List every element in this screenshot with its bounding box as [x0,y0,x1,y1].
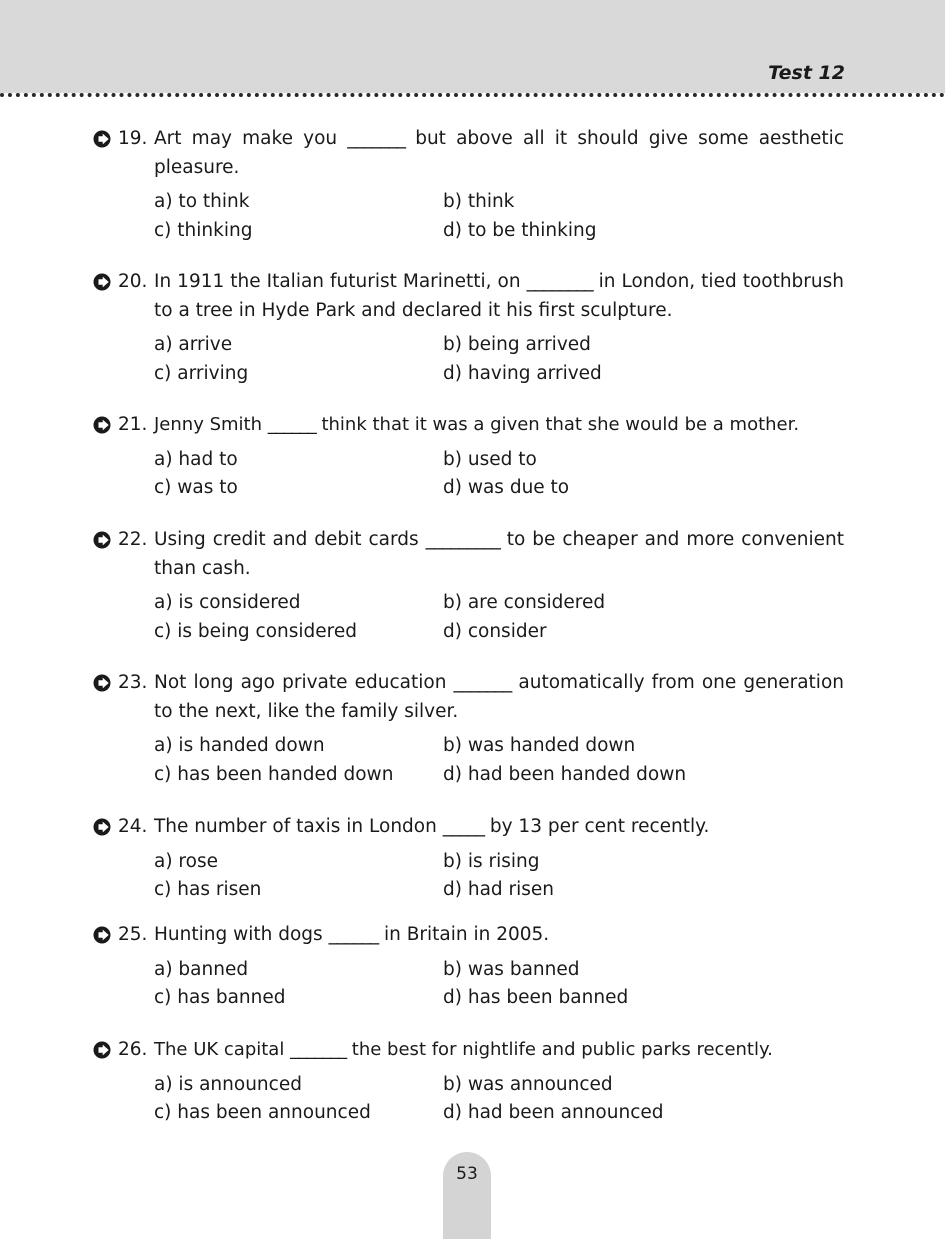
option-c[interactable]: c) thinking [154,219,253,241]
question-26 [92,1036,844,1128]
answer-options [154,188,844,245]
arrow-bullet-icon [92,817,112,837]
option-d[interactable]: d) having arrived [443,362,602,384]
question-text: Art may make you _______ but above all it should give some aesthetic pleasure. [154,128,844,178]
option-c[interactable]: c) has been handed down [154,763,394,785]
answer-options [154,589,844,646]
test-label: Test 12 [768,62,845,84]
option-b[interactable]: b) was handed down [443,735,636,756]
option-d[interactable]: d) was due to [443,477,570,498]
question-text: The number of taxis in London _____ by 13 per cent recently. [154,816,710,837]
answer-options [154,446,844,503]
option-a[interactable]: a) had to [154,448,238,470]
question-21 [92,411,844,503]
option-a[interactable]: a) banned [154,958,249,980]
option-b[interactable]: b) used to [443,448,537,470]
question-number: 19. [118,128,148,149]
answer-blank: ______ [328,924,379,945]
option-a[interactable]: a) rose [154,850,218,872]
answer-options [154,956,844,1013]
question-number: 24. [118,816,148,837]
question-25 [92,921,844,1013]
question-text: Not long ago private education _______ automatically from one generation to the next, like the family silver. [154,672,844,722]
option-d[interactable]: d) had risen [443,879,555,900]
question-text: The UK capital _______ the best for nightlife and public parks recently. [154,1039,773,1060]
option-c[interactable]: c) arriving [154,362,249,384]
arrow-bullet-icon [92,1040,112,1060]
option-b[interactable]: b) was announced [443,1073,613,1095]
arrow-bullet-icon [92,129,112,149]
option-c[interactable]: c) was to [154,477,238,498]
arrow-bullet-icon [92,272,112,292]
answer-blank: ______ [267,414,316,435]
option-d[interactable]: d) had been announced [443,1102,664,1123]
answer-blank: _________ [425,529,500,550]
answer-blank: ________ [526,271,593,292]
option-d[interactable]: d) has been banned [443,987,629,1008]
option-b[interactable]: b) being arrived [443,334,591,355]
question-24 [92,813,844,905]
question-20 [92,268,844,388]
question-number: 21. [118,414,148,435]
option-d[interactable]: d) had been handed down [443,763,687,785]
answer-blank: _____ [442,816,484,837]
question-number: 22. [118,529,148,550]
arrow-bullet-icon [92,530,112,550]
option-a[interactable]: a) is announced [154,1073,302,1095]
question-number: 23. [118,672,148,693]
option-a[interactable]: a) is considered [154,592,301,613]
option-b[interactable]: b) was banned [443,958,580,980]
option-b[interactable]: b) think [443,191,515,212]
option-c[interactable]: c) has been announced [154,1102,371,1123]
option-c[interactable]: c) is being considered [154,620,357,642]
answer-options [154,331,844,388]
answer-blank: _______ [290,1039,347,1060]
question-22 [92,526,844,646]
option-a[interactable]: a) to think [154,191,250,212]
question-text: Using credit and debit cards _________ to be cheaper and more convenient than cash. [154,529,844,579]
arrow-bullet-icon [92,925,112,945]
option-d[interactable]: d) consider [443,620,547,642]
question-number: 26. [118,1039,148,1060]
option-a[interactable]: a) arrive [154,334,233,355]
question-number: 25. [118,924,148,945]
arrow-bullet-icon [92,673,112,693]
page-number-tab [443,1152,491,1239]
answer-blank: _______ [453,672,512,693]
question-number: 20. [118,271,148,292]
question-text: Jenny Smith ______ think that it was a given that she would be a mother. [154,414,800,435]
answer-options [154,848,844,905]
question-19 [92,125,844,245]
page-number: 53 [456,1164,478,1184]
arrow-bullet-icon [92,415,112,435]
dotted-divider [0,93,945,97]
option-b[interactable]: b) is rising [443,850,540,872]
answer-blank: _______ [347,128,406,149]
answer-options [154,732,844,789]
question-text: Hunting with dogs ______ in Britain in 2005. [154,924,550,945]
option-c[interactable]: c) has banned [154,987,286,1008]
option-c[interactable]: c) has risen [154,879,262,900]
question-23 [92,669,844,789]
option-a[interactable]: a) is handed down [154,735,325,756]
option-b[interactable]: b) are considered [443,592,606,613]
answer-options [154,1071,844,1128]
question-text: In 1911 the Italian futurist Marinetti, on ________ in London, tied toothbrush to a tree in Hyde Park and declared it his first sculpture. [154,271,844,321]
option-d[interactable]: d) to be thinking [443,219,597,241]
